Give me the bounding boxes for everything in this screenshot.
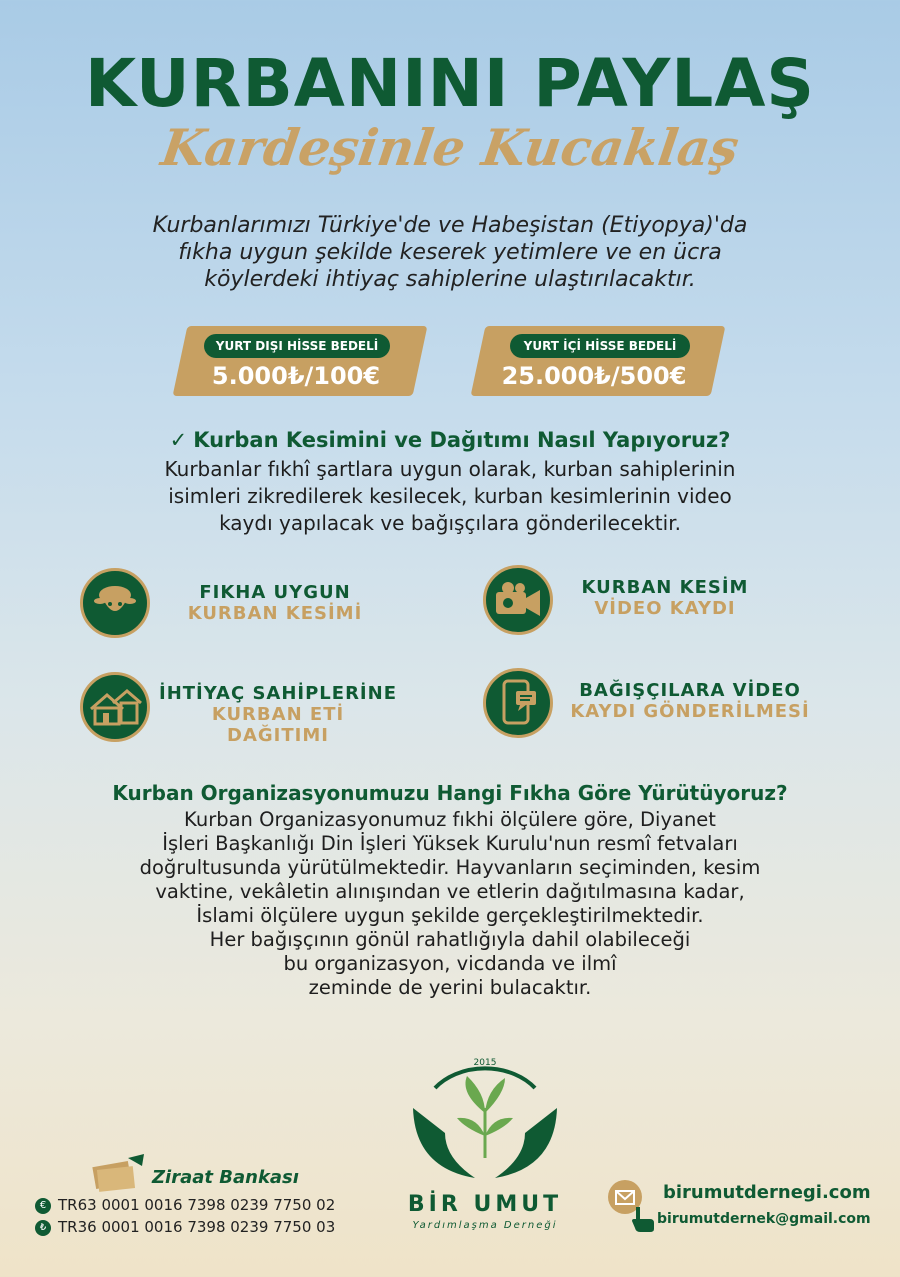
logo-year: 2015 (473, 1058, 497, 1068)
feature-line1: FIKHA UYGUN (199, 582, 351, 603)
section2-line: doğrultusunda yürütülmektedir. Hayvanların seçiminden, kesim (139, 856, 761, 879)
section2-line: İslami ölçülere uygun şekilde gerçekleştirilmektedir. (196, 904, 704, 927)
price-value-abroad: 5.000₺/100€ (211, 362, 381, 390)
feature-line1: İHTİYAÇ SAHİPLERİNE (159, 683, 397, 704)
section2-line: Her bağışçının gönül rahatlığıyla dahil olabileceği (209, 928, 691, 951)
section2-line: bu organizasyon, vicdanda ve ilmî (283, 952, 617, 975)
intro-line: köylerdeki ihtiyaç sahiplerine ulaştırılacaktır. (204, 267, 696, 292)
feature-video (560, 577, 770, 619)
section2-line: İşleri Başkanlığı Din İşleri Yüksek Kurulu'nun resmî fetvaları (162, 832, 738, 855)
feature-line2: KURBAN ETİ DAĞITIMI (211, 704, 345, 746)
money-icon (92, 1152, 148, 1196)
section2-line: zeminde de yerini bulacaktır. (308, 976, 592, 999)
video-camera-icon (483, 565, 553, 635)
section1-heading-text: Kurban Kesimini ve Dağıtımı Nasıl Yapıyoruz? (193, 428, 731, 452)
checkmark-icon: ✓ (169, 428, 188, 452)
section1-heading (0, 428, 900, 452)
houses-icon (80, 672, 150, 742)
phone-message-icon (483, 668, 553, 738)
feature-donor-video (560, 680, 820, 722)
feature-slaughter (170, 582, 380, 624)
section2-heading: Kurban Organizasyonumuzu Hangi Fıkha Göre Yürütüyoruz? (112, 781, 788, 805)
feature-line2: VİDEO KAYDI (594, 598, 736, 619)
website-link[interactable]: birumutdernegi.com (663, 1182, 871, 1203)
logo-name: BİR UMUT (407, 1192, 563, 1217)
feature-line2: KAYDI GÖNDERİLMESİ (570, 701, 810, 722)
lira-coin-icon: ₺ (35, 1220, 51, 1236)
logo-tagline: Yardımlaşma Derneği (412, 1220, 558, 1231)
section2-line: Kurban Organizasyonumuz fıkhi ölçülere göre, Diyanet (184, 808, 716, 831)
euro-coin-icon: € (35, 1198, 51, 1214)
section2-body (40, 808, 860, 1000)
feature-line1: BAĞIŞÇILARA VİDEO (579, 680, 801, 701)
price-value-domestic: 25.000₺/500€ (501, 362, 687, 390)
feature-line2: KURBAN KESİMİ (187, 603, 363, 624)
bank-name: Ziraat Bankası (152, 1167, 299, 1188)
intro-line: Kurbanlarımızı Türkiye'de ve Habeşistan (Etiyopya)'da (152, 213, 748, 238)
section1-line: Kurbanlar fıkhî şartlara uygun olarak, kurban sahiplerinin (164, 457, 736, 481)
price-label-domestic: YURT İÇİ HİSSE BEDELİ (510, 334, 690, 358)
section1-line: kaydı yapılacak ve bağışçılara gönderilecektir. (219, 511, 681, 535)
page-subtitle: Kardeşinle Kucaklaş (157, 118, 743, 177)
feature-line1: KURBAN KESİM (581, 577, 749, 598)
pointer-hand-icon (630, 1205, 656, 1237)
intro-line: fıkha uygun şekilde keserek yetimlere ve en ücra (178, 240, 722, 265)
section1-line: isimleri zikredilerek kesilecek, kurban kesimlerinin video (168, 484, 732, 508)
page-title: KURBANINI PAYLAŞ (85, 45, 815, 122)
price-label-abroad: YURT DIŞI HİSSE BEDELİ (204, 334, 390, 358)
intro-text (80, 212, 820, 293)
iban-euro[interactable]: TR63 0001 0016 7398 0239 7750 02 (58, 1196, 336, 1214)
iban-lira[interactable]: TR36 0001 0016 7398 0239 7750 03 (58, 1218, 336, 1236)
section1-body (60, 456, 840, 537)
feature-distribution (158, 683, 398, 746)
logo-emblem (405, 1048, 565, 1192)
sheep-icon (80, 568, 150, 638)
section2-line: vaktine, vekâletin alınışından ve etlerin dağıtılmasına kadar, (155, 880, 745, 903)
email-link[interactable]: birumutdernek@gmail.com (657, 1211, 871, 1227)
